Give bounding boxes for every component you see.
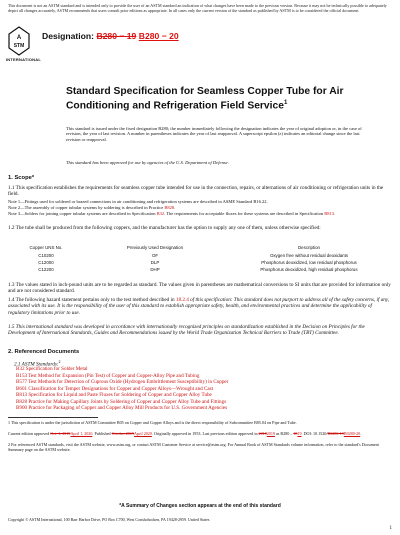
reference-item bbox=[16, 399, 392, 405]
link-b828[interactable]: B828 bbox=[164, 205, 175, 210]
designation-label: Designation: bbox=[42, 31, 95, 41]
designation bbox=[42, 31, 179, 41]
table-header: Previously Used Designation bbox=[126, 245, 184, 250]
para-1-1: 1.1 This specification establishes the requirements for seamless copper tube intended for use in the connection, repairs, or alternations of air conditioning or refrigeration units in the field. bbox=[8, 185, 384, 198]
para-1-5: 1.5 This international standard was developed in accordance with internationally recognized principles on standardization established in the Decision on Principles for the Development of International Standards, Guides and Recommendations issued by the World Trade Organization Technical Barriers to Trade (TBT) Committee. bbox=[8, 324, 365, 337]
reference-item bbox=[16, 366, 392, 372]
reference-item bbox=[16, 405, 392, 411]
reference-title[interactable]: Test Methods for Detection of Cuprous Oxide (Hydrogen Embrittlement Susceptibility) in Copper bbox=[28, 379, 229, 385]
para-1-4: 1.4 The following hazard statement pertains only to the test method described in 18.2.4 of this specification: This standard does not purport to address all of the safety concerns, if any, associated with its use. It is the responsibility of the user of this standard to establish appropriate safety, health, and environmental practices and determine the applicability of regulatory limitations prior to use. bbox=[8, 297, 390, 316]
table-header: Copper UNS No. bbox=[29, 245, 63, 250]
table-cell: Phosphorus deoxidized, low residual phosphorus bbox=[261, 260, 357, 265]
reference-code[interactable]: B153 bbox=[16, 372, 28, 379]
reference-title[interactable]: Test Method for Expansion (Pin Test) of Copper and Copper-Alloy Pipe and Tubing bbox=[28, 372, 200, 379]
link-b813[interactable]: B813 bbox=[324, 211, 334, 216]
designation-old: B280 − 19 bbox=[96, 31, 137, 41]
reference-code[interactable]: B577 bbox=[16, 379, 28, 385]
table-row bbox=[14, 266, 386, 273]
reference-item bbox=[16, 379, 392, 385]
reference-item bbox=[16, 373, 392, 379]
note-2: Note 2—The assembly of copper tubular systems by soldering is described in Practice B828. bbox=[8, 205, 176, 210]
note-1: Note 1—Fittings used for soldered or brazed connections in air conditioning and refrigeration systems are described in ASME Standard B16.22. bbox=[8, 199, 268, 204]
astm-standards-subheading: 2.1 ASTM Standards:$^2$ bbox=[14, 359, 61, 368]
scope-heading: 1. Scope* bbox=[8, 175, 35, 181]
footnote-1-edition: Current edition approved Oct. 1, 2019April 1, 2020. Published October 2019April 2020. Originally approved in 1953. Last previous edition approved in 20182019 as B280 – 1819. DOI: 10.1520/B0280-19B0280-20. bbox=[8, 431, 362, 436]
footnote-1: 1 This specification is under the jurisdiction of ASTM Committee B05 on Copper and Copper Alloys and is the direct responsibility of Subcommittee B05.04 on Pipe and Tube. bbox=[8, 420, 297, 425]
footnote-divider bbox=[8, 417, 98, 418]
svg-text:A: A bbox=[16, 35, 22, 41]
reference-item bbox=[16, 392, 392, 398]
para-1-2: 1.2 The tube shall be produced from the following coppers, and the manufacturer has the option to supply any one of them, unless otherwise specified: bbox=[8, 225, 321, 231]
reference-code[interactable]: B900 bbox=[16, 405, 28, 411]
summary-of-changes-note: *A Summary of Changes section appears at the end of this standard bbox=[119, 503, 281, 509]
table-cell: Oxygen free without residual deoxidants bbox=[269, 253, 349, 258]
reference-code[interactable]: B813 bbox=[16, 392, 28, 398]
note-3: Note 3—Solders for joining copper tubular systems are described in Specification B32. The requirements for acceptable fluxes for these systems are described in Specification B813. bbox=[8, 211, 336, 216]
reference-code[interactable]: B828 bbox=[16, 398, 28, 405]
link-b32[interactable]: B32 bbox=[156, 211, 165, 216]
table-cell: C10200 bbox=[38, 253, 54, 258]
reference-title[interactable]: Classification for Temper Designations for Copper and Copper Alloys—Wrought and Cast bbox=[28, 385, 213, 392]
table-cell: DLP bbox=[150, 260, 160, 265]
dod-approval: This standard has been approved for use by agencies of the U.S. Department of Defense. bbox=[66, 160, 229, 165]
table-header: Description bbox=[298, 245, 320, 250]
document-title: Standard Specification for Seamless Copper Tube for Air Conditioning and Refrigeration Field Service$^1$ bbox=[66, 86, 344, 112]
reference-code[interactable]: B32 bbox=[16, 366, 25, 372]
copyright-notice: Copyright © ASTM International, 100 Barr Harbor Drive, PO Box C700, West Conshohocken, PA 19428-2959. United States bbox=[8, 517, 210, 522]
reference-title[interactable]: Practice for Making Capillary Joints by Soldering of Copper and Copper Alloy Tube and Fittings bbox=[28, 398, 227, 405]
page-number: 1 bbox=[389, 526, 392, 531]
preamble: This standard is issued under the fixed designation B280; the number immediately following the designation indicates the year of original adoption or, in the case of revision, the year of last revision. A number in parentheses indicates the year of last reapproval. A superscript epsilon (ε) indicates an editorial change since the last revision or reapproval. bbox=[66, 126, 362, 142]
logo-caption: INTERNATIONAL bbox=[6, 57, 41, 62]
top-notice: This document is not an ASTM standard and is intended only to provide the user of an ASTM standard an indication of what changes have been made to the previous version. Because it may not be technically possible to adequately depict all changes accurately, ASTM recommends that users consult prior editions as appropriate. In all cases only the current version of the standard as published by ASTM is to be considered the official document. bbox=[8, 3, 387, 13]
table-row bbox=[14, 259, 386, 266]
para-1-3: 1.3 The values stated in inch-pound units are to be regarded as standard. The values given in parentheses are mathematical conversions to SI units that are provided for information only and are not considered standard. bbox=[8, 282, 391, 295]
table-cell: Phosphorus deoxidized, high residual phosphorus bbox=[260, 267, 358, 272]
designation-new: B280 − 20 bbox=[138, 31, 179, 41]
astm-logo-icon bbox=[8, 26, 30, 56]
reference-title[interactable]: Specification for Solder Metal bbox=[25, 366, 88, 372]
table-cell: C12200 bbox=[38, 267, 54, 272]
table-cell: OF bbox=[151, 253, 159, 258]
reference-item bbox=[16, 386, 392, 392]
table-row bbox=[14, 252, 386, 259]
table-cell: DHP bbox=[150, 267, 160, 272]
reference-code[interactable]: B601 bbox=[16, 385, 28, 392]
copper-table bbox=[14, 245, 386, 273]
table-cell: C12000 bbox=[38, 260, 54, 265]
link-18-2-4[interactable]: 18.2.4 bbox=[175, 297, 189, 303]
reference-title[interactable]: Specification for Liquid and Paste Fluxes for Soldering of Copper and Copper Alloy Tube bbox=[28, 392, 212, 398]
footnote-2: 2 For referenced ASTM standards, visit the ASTM website, www.astm.org, or contact ASTM Customer Service at service@astm.org. For Annual Book of ASTM Standards volume information, refer to the standard's Document Summary page on the ASTM website. bbox=[8, 442, 379, 452]
references-heading: 2. Referenced Documents bbox=[8, 349, 80, 355]
svg-text:STM: STM bbox=[13, 43, 25, 49]
reference-title[interactable]: Practice for Packaging of Copper and Copper Alloy Mill Products for U.S. Government Agencies bbox=[28, 405, 228, 411]
